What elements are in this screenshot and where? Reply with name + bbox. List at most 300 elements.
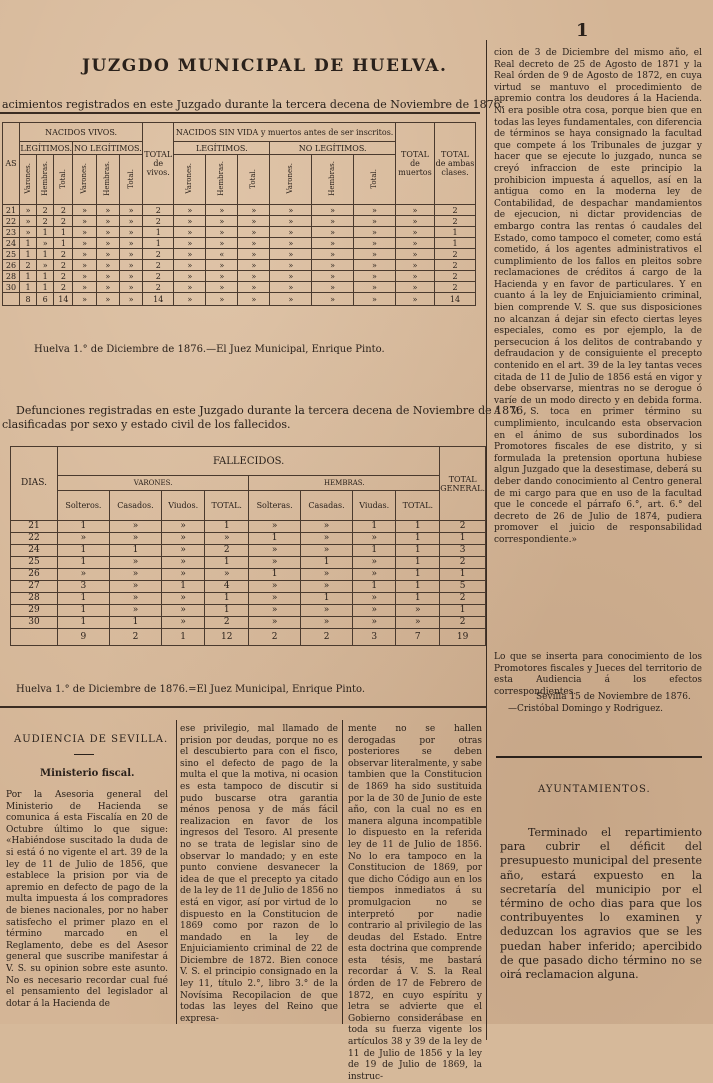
deaths-cell: 2 — [440, 521, 486, 533]
births-cell: 1 — [37, 282, 54, 293]
deaths-cell: » — [109, 557, 161, 569]
deaths-cell: » — [109, 533, 161, 545]
deaths-row — [11, 593, 486, 605]
deaths-total-cell: 3 — [353, 629, 396, 646]
deaths-cell: 1 — [353, 521, 396, 533]
hembras-header: Hembras. — [40, 161, 49, 196]
births-total-cell: » — [96, 293, 119, 306]
dias-header: DIAS. — [11, 447, 58, 521]
varones-group-header: VARONES. — [58, 476, 249, 491]
births-cell: » — [174, 227, 206, 238]
deaths-cell: 1 — [205, 557, 249, 569]
hembras-header: Hembras. — [103, 161, 112, 196]
births-total-cell: » — [396, 293, 435, 306]
births-cell: » — [206, 216, 238, 227]
births-cell: » — [119, 271, 142, 282]
births-cell: 25 — [3, 249, 20, 260]
deaths-cell: 1 — [58, 521, 110, 533]
varones-header: Varones. — [80, 163, 89, 194]
births-cell: » — [206, 260, 238, 271]
deaths-cell: 1 — [58, 593, 110, 605]
births-cell: 23 — [3, 227, 20, 238]
births-cell: » — [396, 260, 435, 271]
ministerio-fiscal-heading: Ministerio fiscal. — [40, 768, 135, 779]
section-rule — [496, 756, 702, 758]
births-cell: » — [119, 227, 142, 238]
births-cell: » — [312, 238, 354, 249]
deaths-cell: 1 — [109, 617, 161, 629]
births-cell: 2 — [54, 260, 73, 271]
births-cell: 1 — [20, 249, 37, 260]
births-cell: » — [238, 282, 270, 293]
deaths-row — [11, 581, 486, 593]
births-table — [2, 122, 476, 306]
corner-mark: 1 — [576, 20, 589, 41]
total-header: Total. — [58, 168, 67, 189]
births-cell: 30 — [3, 282, 20, 293]
births-row — [3, 249, 476, 260]
deaths-cell: 5 — [440, 581, 486, 593]
hembras-group-header: HEMBRAS. — [249, 476, 440, 491]
deaths-cell: 1 — [396, 569, 440, 581]
deaths-col-header: Casados. — [109, 491, 161, 521]
column-rule — [486, 40, 487, 1040]
not-legit-header: NO LEGÍTIMOS. — [73, 143, 142, 153]
births-cell: 1 — [54, 227, 73, 238]
deaths-col-header: Casadas. — [300, 491, 352, 521]
births-cell: » — [396, 227, 435, 238]
births-cell: » — [396, 238, 435, 249]
births-cell: » — [20, 205, 37, 216]
births-row — [3, 216, 476, 227]
deaths-cell: 1 — [396, 533, 440, 545]
births-signature: Huelva 1.° de Diciembre de 1876.—El Juez Municipal, Enrique Pinto. — [34, 344, 385, 355]
births-cell: 2 — [20, 260, 37, 271]
deaths-cell: 22 — [11, 533, 58, 545]
deaths-cell: » — [300, 605, 352, 617]
births-cell: 2 — [143, 249, 174, 260]
ayuntamientos-text: Terminado el repartimiento para cubrir el déficit del presupuesto municipal del presente año, estará expuesto en la secretaría del municipio por el término de ocho dias para que los contribuyentes lo examinen y deduzcan los agravios que se les puedan haber inferido; apercibido de que pasado dicho término no se oirá reclamacion alguna. — [500, 826, 702, 982]
deaths-cell: 3 — [440, 545, 486, 557]
births-row — [3, 227, 476, 238]
audiencia-column-1: Por la Asesoria general del Ministerio de Hacienda se comunica á esta Fiscalía en 20 de Octubre último lo que sigue: «Habiéndose suscitado la duda de si está ó no vigente el art. 39 de la ley de 11 de Julio de 1856, que establece la prision por via de apremio en defecto de pago de la multa impuesta á los compradores de bienes nacionales, por no haber satisfecho el primer plazo en el término marcado en el Reglamento, debe es del Asesor general que suscribe manifestar á V. S. su opinion sobre este asunto. No es necesario recordar cual fué el pensamiento del legislador al dotar á la Hacienda de — [6, 790, 168, 1009]
births-row — [3, 238, 476, 249]
deaths-cell: » — [353, 617, 396, 629]
deaths-cell: » — [162, 605, 205, 617]
deaths-cell: » — [162, 533, 205, 545]
births-cell: 2 — [37, 216, 54, 227]
total-ambas-header: TOTAL de ambas clases. — [435, 123, 476, 205]
births-cell: 21 — [3, 205, 20, 216]
births-cell: 1 — [20, 238, 37, 249]
births-total-cell: 8 — [20, 293, 37, 306]
ayuntamientos-heading: AYUNTAMIENTOS. — [538, 784, 651, 795]
deaths-subtitle-line2: clasificadas por sexo y estado civil de los fallecidos. — [2, 418, 291, 431]
deaths-cell: » — [353, 605, 396, 617]
deaths-cell: 1 — [249, 533, 301, 545]
page-title: JUZGDO MUNICIPAL DE HUELVA. — [82, 56, 448, 76]
births-cell: » — [73, 249, 96, 260]
births-cell: » — [96, 271, 119, 282]
births-total-cell: 14 — [54, 293, 73, 306]
deaths-cell: 25 — [11, 557, 58, 569]
varones-header: Varones. — [286, 163, 295, 194]
births-cell: » — [312, 216, 354, 227]
deaths-total-cell: 19 — [440, 629, 486, 646]
births-cell: 2 — [435, 271, 476, 282]
audiencia-heading: AUDIENCIA DE SEVILLA. — [14, 734, 169, 745]
births-cell: » — [174, 205, 206, 216]
legit2-header: LEGÍTIMOS. — [174, 142, 270, 155]
deaths-cell: 1 — [353, 545, 396, 557]
births-cell: 2 — [37, 205, 54, 216]
deaths-total-cell: 2 — [300, 629, 352, 646]
births-cell: » — [354, 205, 396, 216]
deaths-row — [11, 533, 486, 545]
deaths-cell: 1 — [440, 605, 486, 617]
deaths-cell: » — [396, 617, 440, 629]
total-muertos-header: TOTAL de muertos — [396, 123, 435, 205]
births-row — [3, 260, 476, 271]
deaths-cell: » — [249, 617, 301, 629]
births-cell: 24 — [3, 238, 20, 249]
births-total-cell: » — [238, 293, 270, 306]
births-subtitle: acimientos registrados en este Juzgado durante la tercera decena de Noviembre de 1876. — [2, 98, 505, 111]
births-cell: » — [73, 205, 96, 216]
births-cell: » — [73, 227, 96, 238]
deaths-cell: » — [249, 581, 301, 593]
deaths-cell: 1 — [58, 557, 110, 569]
births-cell: » — [206, 282, 238, 293]
births-cell: » — [20, 227, 37, 238]
deaths-cell: 1 — [205, 593, 249, 605]
births-cell: » — [96, 216, 119, 227]
births-cell: 2 — [143, 216, 174, 227]
deaths-cell: 1 — [300, 593, 352, 605]
not-legit2-header: NO LEGÍTIMOS. — [270, 142, 396, 155]
births-cell: » — [270, 271, 312, 282]
births-cell: » — [312, 249, 354, 260]
deaths-cell: 3 — [58, 581, 110, 593]
deaths-cell: 2 — [205, 617, 249, 629]
births-cell: » — [312, 205, 354, 216]
births-cell: 2 — [54, 205, 73, 216]
deaths-cell: » — [162, 569, 205, 581]
births-cell: » — [354, 260, 396, 271]
deaths-total-cell: 2 — [109, 629, 161, 646]
deaths-cell: » — [109, 521, 161, 533]
births-cell: » — [174, 238, 206, 249]
deaths-subtitle: Defunciones registradas en este Juzgado durante la tercera decena de Noviembre de 1876, — [16, 404, 527, 417]
births-cell: » — [174, 216, 206, 227]
births-cell: » — [354, 216, 396, 227]
births-cell: » — [20, 216, 37, 227]
births-total-cell: 14 — [435, 293, 476, 306]
deaths-cell: » — [109, 581, 161, 593]
births-total-cell: » — [174, 293, 206, 306]
deaths-total-cell: 1 — [162, 629, 205, 646]
total-header: Total. — [370, 168, 378, 189]
births-cell: 1 — [37, 249, 54, 260]
deaths-cell: » — [353, 557, 396, 569]
births-cell: 26 — [3, 260, 20, 271]
births-cell: » — [73, 282, 96, 293]
deaths-cell: 1 — [300, 557, 352, 569]
deaths-cell: » — [205, 533, 249, 545]
total-general-header: TOTAL GENERAL. — [440, 447, 486, 521]
hembras-header: Hembras. — [217, 161, 226, 196]
births-cell: « — [206, 249, 238, 260]
births-cell: 2 — [143, 260, 174, 271]
births-cell: » — [238, 238, 270, 249]
deaths-cell: » — [300, 617, 352, 629]
births-cell: » — [119, 216, 142, 227]
deaths-signature: Huelva 1.° de Diciembre de 1876.=El Juez Municipal, Enrique Pinto. — [16, 684, 366, 695]
deaths-cell: 1 — [109, 545, 161, 557]
deaths-cell: 1 — [396, 557, 440, 569]
deaths-cell: » — [162, 545, 205, 557]
deaths-cell: 24 — [11, 545, 58, 557]
births-cell: » — [96, 238, 119, 249]
births-cell: » — [174, 249, 206, 260]
section-rule — [0, 112, 480, 114]
deaths-cell: » — [109, 605, 161, 617]
deaths-cell: 1 — [396, 545, 440, 557]
audiencia-date: Sevilla 15 de Noviembre de 1876. — [536, 692, 691, 702]
legit-header: LEGÍTIMOS. — [20, 143, 73, 153]
births-cell: » — [270, 216, 312, 227]
births-cell: » — [238, 271, 270, 282]
births-total-cell: » — [119, 293, 142, 306]
deaths-cell: » — [249, 557, 301, 569]
deaths-totals-row — [11, 629, 486, 646]
deaths-cell: » — [353, 569, 396, 581]
births-cell: » — [238, 249, 270, 260]
deaths-cell: 26 — [11, 569, 58, 581]
varones-header: Varones. — [23, 163, 32, 194]
deaths-cell: » — [162, 593, 205, 605]
births-row — [3, 205, 476, 216]
births-cell: » — [96, 260, 119, 271]
deaths-cell: 2 — [440, 557, 486, 569]
column-rule — [342, 720, 343, 1024]
deaths-col-header: Solteros. — [58, 491, 110, 521]
deaths-cell: » — [249, 593, 301, 605]
births-cell: » — [37, 260, 54, 271]
births-cell: 22 — [3, 216, 20, 227]
deaths-cell: » — [58, 533, 110, 545]
births-cell: » — [119, 282, 142, 293]
heading-ornament — [74, 754, 94, 755]
births-cell: 2 — [54, 271, 73, 282]
deaths-cell: 27 — [11, 581, 58, 593]
deaths-cell: 1 — [396, 581, 440, 593]
births-cell: 2 — [435, 216, 476, 227]
deaths-col-header: Viudas. — [353, 491, 396, 521]
births-cell: » — [312, 227, 354, 238]
births-cell: » — [354, 282, 396, 293]
deaths-cell: 1 — [396, 521, 440, 533]
births-total-cell: 6 — [37, 293, 54, 306]
births-cell: » — [206, 205, 238, 216]
deaths-cell: 28 — [11, 593, 58, 605]
births-cell: » — [238, 227, 270, 238]
births-cell: » — [73, 271, 96, 282]
deaths-cell: 1 — [205, 521, 249, 533]
deaths-cell: 4 — [205, 581, 249, 593]
births-cell: » — [73, 216, 96, 227]
deaths-cell: » — [396, 605, 440, 617]
deaths-cell: » — [300, 521, 352, 533]
births-cell: 2 — [435, 282, 476, 293]
deaths-col-header: TOTAL. — [396, 491, 440, 521]
deaths-cell: 2 — [205, 545, 249, 557]
births-cell: » — [354, 249, 396, 260]
deaths-row — [11, 569, 486, 581]
births-total-cell: » — [206, 293, 238, 306]
births-cell: » — [174, 282, 206, 293]
deaths-total-cell: 7 — [396, 629, 440, 646]
hembras-header: Hembras. — [328, 161, 337, 196]
births-cell: » — [270, 260, 312, 271]
deaths-cell: 21 — [11, 521, 58, 533]
births-cell: » — [119, 249, 142, 260]
births-cell: 2 — [435, 205, 476, 216]
deaths-cell: » — [300, 545, 352, 557]
deaths-row — [11, 545, 486, 557]
deaths-cell: » — [58, 569, 110, 581]
births-cell: » — [312, 282, 354, 293]
deaths-row — [11, 557, 486, 569]
deaths-cell: 1 — [353, 581, 396, 593]
deaths-cell: » — [109, 593, 161, 605]
deaths-total-cell — [11, 629, 58, 646]
deaths-cell: » — [353, 533, 396, 545]
births-cell: » — [238, 205, 270, 216]
fallecidos-header: FALLECIDOS. — [58, 447, 440, 476]
varones-header: Varones. — [185, 163, 194, 194]
deaths-cell: » — [300, 569, 352, 581]
deaths-cell: » — [249, 605, 301, 617]
births-cell: » — [396, 271, 435, 282]
deaths-cell: 29 — [11, 605, 58, 617]
deaths-cell: » — [162, 521, 205, 533]
total-vivos-header: TOTAL de vivos. — [143, 123, 174, 205]
births-cell: » — [312, 271, 354, 282]
births-cell: » — [96, 249, 119, 260]
births-cell: » — [238, 216, 270, 227]
deaths-cell: 2 — [440, 617, 486, 629]
births-cell: » — [238, 260, 270, 271]
section-rule — [0, 706, 486, 708]
births-cell: » — [396, 249, 435, 260]
deaths-cell: 1 — [396, 593, 440, 605]
deaths-total-cell: 2 — [249, 629, 301, 646]
births-cell: 1 — [37, 271, 54, 282]
deaths-total-cell: 12 — [205, 629, 249, 646]
births-cell: » — [270, 227, 312, 238]
births-cell: » — [96, 205, 119, 216]
births-cell: 1 — [20, 271, 37, 282]
births-cell: 2 — [143, 282, 174, 293]
deaths-cell: » — [162, 617, 205, 629]
days-header: AS — [3, 123, 20, 205]
births-cell: 2 — [54, 216, 73, 227]
births-cell: 1 — [54, 238, 73, 249]
births-cell: » — [37, 238, 54, 249]
births-cell: » — [396, 216, 435, 227]
births-cell: » — [354, 227, 396, 238]
births-cell: 1 — [143, 227, 174, 238]
births-cell: » — [96, 282, 119, 293]
births-cell: 2 — [435, 260, 476, 271]
total-header: Total. — [126, 168, 135, 189]
deaths-col-header: TOTAL. — [205, 491, 249, 521]
births-total-cell — [3, 293, 20, 306]
births-cell: » — [270, 249, 312, 260]
deaths-cell: » — [162, 557, 205, 569]
column-rule — [176, 720, 177, 1024]
births-cell: » — [96, 227, 119, 238]
deaths-table — [10, 446, 486, 646]
births-cell: » — [119, 238, 142, 249]
deaths-row — [11, 521, 486, 533]
births-cell: » — [174, 271, 206, 282]
born-alive-header: NACIDOS VIVOS. — [20, 123, 143, 142]
deaths-cell: 1 — [58, 605, 110, 617]
births-total-cell: » — [354, 293, 396, 306]
births-cell: » — [206, 271, 238, 282]
births-cell: 2 — [54, 282, 73, 293]
births-cell: 1 — [20, 282, 37, 293]
deaths-cell: 1 — [58, 545, 110, 557]
births-row — [3, 271, 476, 282]
births-cell: » — [206, 227, 238, 238]
births-cell: » — [270, 282, 312, 293]
deaths-row — [11, 617, 486, 629]
deaths-cell: 1 — [440, 533, 486, 545]
births-cell: » — [119, 260, 142, 271]
births-total-cell: » — [73, 293, 96, 306]
deaths-cell: 1 — [249, 569, 301, 581]
births-cell: 2 — [143, 271, 174, 282]
deaths-cell: » — [300, 581, 352, 593]
births-total-cell: » — [270, 293, 312, 306]
deaths-total-cell: 9 — [58, 629, 110, 646]
births-cell: » — [354, 271, 396, 282]
deaths-cell: 1 — [162, 581, 205, 593]
births-cell: » — [396, 205, 435, 216]
audiencia-signature: —Cristóbal Domingo y Rodriguez. — [508, 704, 664, 714]
births-cell: 1 — [435, 227, 476, 238]
deaths-row — [11, 605, 486, 617]
deaths-cell: » — [205, 569, 249, 581]
deaths-cell: » — [109, 569, 161, 581]
deaths-cell: 1 — [205, 605, 249, 617]
audiencia-column-2: ese privilegio, mal llamado de prision por deudas, porque no es el descubierto para con el fisco, sino el defecto de pago de la multa el que la motiva, ni ocasion es esta tampoco de discutir si pudo buscarse otra garantia ménos penosa y de más fácil realizacion en favor de los ingresos del Tesoro. Al presente no se trata de legislar sino de observar lo mandado; y en este punto conviene desvanecer la idea de que el precepto ya citado de la ley de 11 de Julio de 1856 no está en vigor, así por virtud de lo dispuesto en la Constitucion de 1869 como por razon de lo mandado en la ley de Enjuiciamiento criminal de 22 de Diciembre de 1872. Bien conoce V. S. el principio consignado en la ley 11, título 2.°, libro 3.° de la Novísima Recopilacion de que todas las leyes del Reino que expresa- — [180, 724, 338, 1024]
births-cell: 1 — [435, 238, 476, 249]
deaths-cell: » — [249, 545, 301, 557]
births-cell: » — [312, 260, 354, 271]
births-cell: » — [119, 205, 142, 216]
births-cell: » — [270, 205, 312, 216]
stillborn-header: NACIDOS SIN VIDA y muertos antes de ser inscritos. — [174, 123, 396, 142]
deaths-cell: 1 — [58, 617, 110, 629]
births-cell: » — [174, 260, 206, 271]
deaths-cell: » — [249, 521, 301, 533]
births-cell: 2 — [54, 249, 73, 260]
births-totals-row — [3, 293, 476, 306]
